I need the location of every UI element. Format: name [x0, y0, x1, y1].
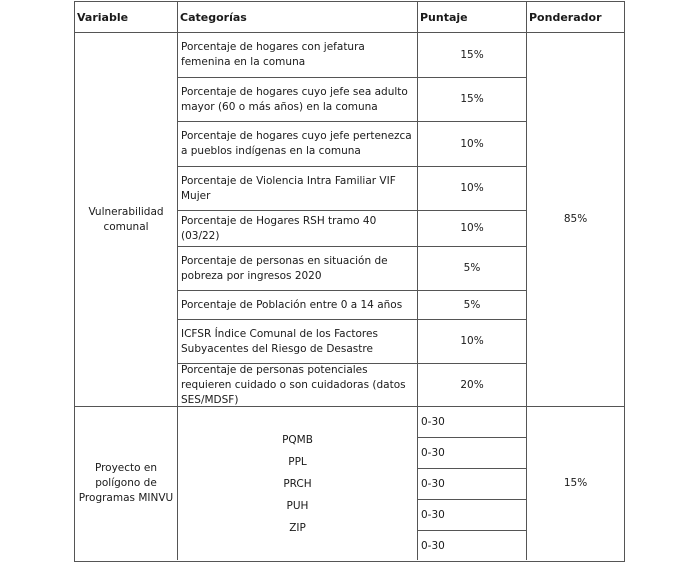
ponderador-vulnerabilidad: 85% [563, 213, 588, 225]
puntaje-cell: 15% [460, 93, 484, 105]
puntaje-range-cell: 0-30 [421, 539, 445, 552]
categoria-cell: Porcentaje de Hogares RSH tramo 40 (03/22) [181, 214, 377, 242]
categoria-cell: ICFSR Índice Comunal de los Factores Subyacentes del Riesgo de Desastre [181, 327, 378, 355]
categoria-cell: Porcentaje de hogares cuyo jefe pertenezca a pueblos indígenas en la comuna [181, 130, 412, 157]
programa-code: ZIP [289, 521, 306, 534]
puntaje-cell: 5% [463, 262, 481, 274]
programa-code: PRCH [283, 477, 312, 490]
header-ponderador: Ponderador [529, 10, 602, 24]
header-categorias: Categorías [180, 10, 247, 24]
programas-list [178, 407, 417, 560]
categoria-cell: Porcentaje de Violencia Intra Familiar VIF Mujer [181, 174, 396, 202]
header-variable: Variable [77, 10, 129, 24]
puntaje-cell: 10% [460, 222, 484, 234]
programa-code: PUH [286, 499, 309, 512]
categoria-cell: Porcentaje de personas potenciales requieren cuidado o son cuidadoras (datos SES/MDSF) [181, 363, 406, 406]
criteria-table [74, 1, 625, 562]
puntaje-cell: 10% [460, 137, 484, 150]
header-puntaje: Puntaje [420, 10, 468, 24]
programa-code: PQMB [282, 433, 313, 446]
puntaje-cell: 5% [463, 298, 481, 311]
categoria-cell: Porcentaje de hogares cuyo jefe sea adulto mayor (60 o más años) en la comuna [181, 85, 408, 113]
puntaje-cell: 10% [460, 182, 484, 194]
variable-vulnerabilidad: Vulnerabilidad comunal [88, 205, 164, 233]
ponderador-proyecto-minvu: 15% [563, 477, 588, 489]
puntaje-range-cell: 0-30 [421, 416, 445, 428]
variable-proyecto-minvu: Proyecto en polígono de Programas MINVU [78, 462, 174, 504]
puntaje-range-cell: 0-30 [421, 478, 445, 490]
categoria-cell: Porcentaje de hogares con jefatura femenina en la comuna [181, 41, 365, 68]
puntaje-cell: 20% [460, 378, 484, 391]
programa-code: PPL [288, 455, 307, 468]
puntaje-range-cell: 0-30 [421, 447, 445, 459]
puntaje-cell: 15% [460, 48, 484, 61]
categoria-cell: Porcentaje de Población entre 0 a 14 años [181, 298, 403, 311]
puntaje-range-cell: 0-30 [421, 509, 445, 521]
categoria-cell: Porcentaje de personas en situación de pobreza por ingresos 2020 [181, 254, 388, 282]
puntaje-cell: 10% [460, 335, 484, 347]
